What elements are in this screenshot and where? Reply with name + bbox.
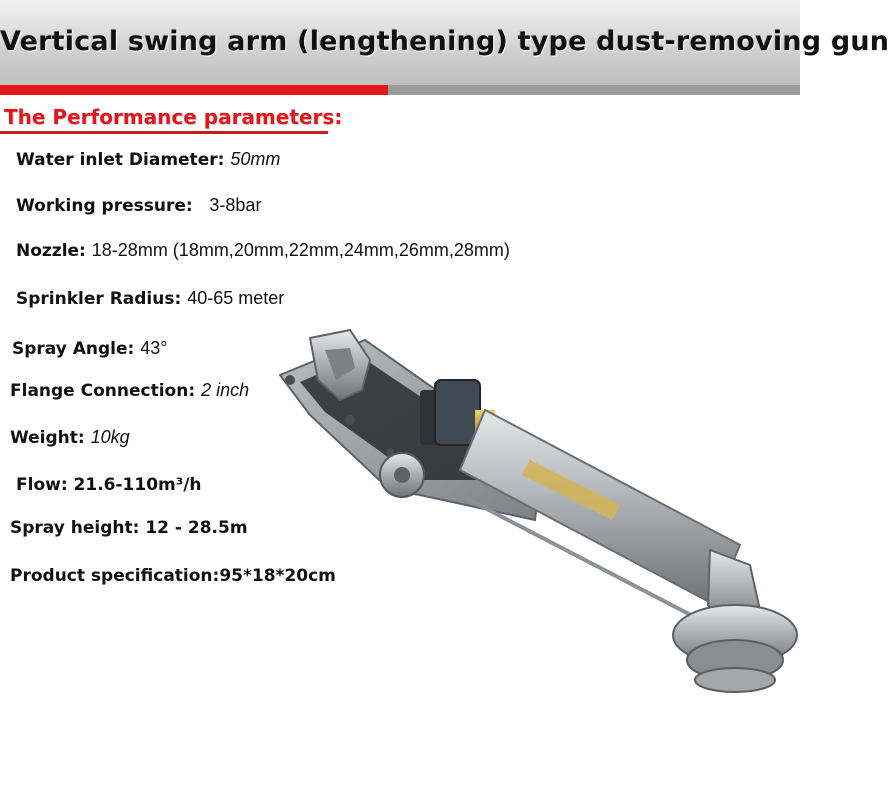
param-working-pressure [16, 195, 261, 216]
param-label: Flange Connection: [10, 381, 202, 401]
param-label: Weight: [10, 428, 91, 448]
param-value: 40-65 meter [187, 288, 285, 308]
param-flow [16, 475, 202, 495]
dust-removing-gun-illustration [270, 320, 800, 700]
page-title: Vertical swing arm (lengthening) type dust-removing gun [0, 26, 889, 57]
param-value: 12 - 28.5m [145, 518, 248, 538]
param-value: 3-8bar [209, 195, 262, 215]
param-sprinkler-radius [16, 288, 284, 309]
param-nozzle [16, 240, 510, 261]
param-label: Working pressure: [16, 196, 199, 216]
gun-barrel [460, 410, 740, 625]
param-value: 18-28mm (18mm,20mm,22mm,24mm,26mm,28mm) [91, 240, 510, 260]
param-spray-angle [12, 338, 167, 359]
param-label: Water inlet Diameter: [16, 150, 231, 170]
param-value: 95*18*20cm [219, 566, 336, 586]
param-label: Spray height: [10, 518, 146, 538]
param-value: 50mm [230, 149, 281, 169]
param-flange-connection [10, 380, 249, 401]
param-label: Nozzle: [16, 241, 92, 261]
heading-underline [0, 131, 328, 134]
param-label: Product specification: [10, 566, 220, 586]
param-value: 21.6-110m³/h [73, 475, 202, 495]
param-weight [10, 427, 130, 448]
param-value: 2 inch [201, 380, 250, 400]
param-spray-height [10, 518, 248, 538]
section-heading: The Performance parameters: [4, 105, 343, 129]
param-water-inlet-diameter [16, 149, 280, 170]
title-banner [0, 0, 889, 88]
param-label: Sprinkler Radius: [16, 289, 188, 309]
pivot-wheel [380, 453, 424, 497]
param-value: 10kg [90, 427, 130, 447]
param-value: 43° [140, 338, 168, 358]
red-divider-bar [0, 85, 388, 95]
param-label: Spray Angle: [12, 339, 141, 359]
param-label: Flow: [16, 475, 74, 495]
grey-divider-bar [388, 85, 800, 95]
